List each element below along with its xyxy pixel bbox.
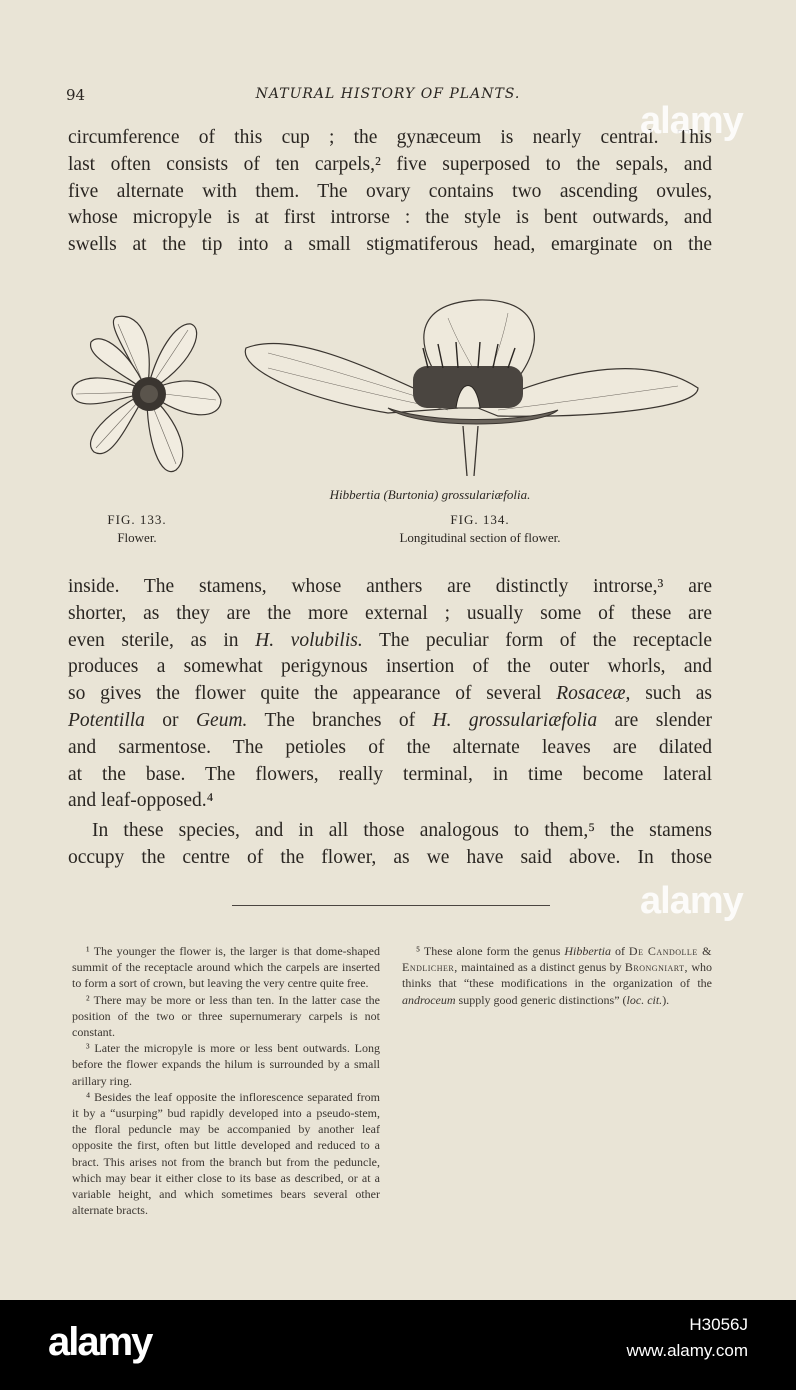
fig-134-label: FIG. 134. bbox=[450, 512, 510, 527]
text-line: so gives the flower quite the appearance of several Rosaceæ, such as bbox=[68, 683, 712, 705]
text-line: whose micropyle is at first introrse : the style is bent outwards, and bbox=[68, 207, 712, 229]
paragraph-3 bbox=[68, 818, 712, 872]
longitudinal-section-fig-134 bbox=[238, 298, 704, 478]
text-line: circumference of this cup ; the gynæceum is nearly central. This bbox=[68, 127, 712, 148]
text-line: In these species, and in all those analogous to them,⁵ the stamens bbox=[92, 820, 712, 841]
footnotes-column-1 bbox=[72, 943, 380, 1218]
site-url: www.alamy.com bbox=[626, 1341, 748, 1360]
text-line: shorter, as they are the more external ; usually some of these are bbox=[68, 602, 712, 624]
text-line: and leaf-opposed.⁴ bbox=[68, 790, 214, 812]
text-line: Potentilla or Geum. The branches of H. grossulariæfolia are slender bbox=[68, 709, 712, 731]
text-line: produces a somewhat perigynous insertion of the outer whorls, and bbox=[68, 656, 712, 678]
text-line: at the base. The flowers, really terminal, in time become lateral bbox=[68, 763, 712, 785]
image-id: H3056J bbox=[689, 1315, 748, 1334]
fig-133-label: FIG. 133. bbox=[107, 512, 167, 527]
fig-133-description: Flower. bbox=[117, 530, 157, 545]
flower-illustration-fig-133 bbox=[66, 312, 228, 482]
paragraph-2 bbox=[68, 574, 712, 815]
figure-caption-species: Hibbertia (Burtonia) grossulariæfolia. bbox=[329, 487, 531, 502]
paragraph-1 bbox=[68, 125, 712, 259]
footnotes-column-2 bbox=[402, 943, 712, 1008]
text-line: swells at the tip into a small stigmatiferous head, emarginate on the bbox=[68, 234, 712, 256]
footnote-5: ⁵ These alone form the genus Hibbertia of De Candolle & Endlicher, maintained as a distinct genus by Brongniart, who thinks that “these modifications in the organization of the androceum supply good generic distinctions” (loc. cit.). bbox=[402, 944, 713, 1007]
footnote-2: ² There may be more or less than ten. In the latter case the position of the two or three supernumerary carpels is not constant. bbox=[72, 992, 380, 1040]
text-line: last often consists of ten carpels,² five superposed to the sepals, and bbox=[68, 153, 712, 175]
alamy-logo: alamy bbox=[48, 1320, 152, 1364]
page-header bbox=[66, 86, 710, 108]
watermark-logo: alamy bbox=[640, 880, 743, 922]
footnote-1: ¹ The younger the flower is, the larger is that dome-shaped summit of the receptacle around which the carpels are inserted to form a sort of crown, but leaving the very centre quite free. bbox=[72, 944, 380, 991]
text-line: and sarmentose. The petioles of the alternate leaves are dilated bbox=[68, 736, 712, 758]
footnote-divider bbox=[232, 905, 550, 906]
running-title: NATURAL HISTORY OF PLANTS. bbox=[255, 86, 521, 102]
page-number: 94 bbox=[66, 86, 86, 104]
footnote-4: ⁴ Besides the leaf opposite the inflorescence separated from it by a “usurping” bud rapidly developed into a pseudo-stem, the floral peduncle may be accompanied by another leaf opposite the first, often but little developed and reduced to a bract. This arises not from the branch but from the peduncle, which may bear it either close to its base as described, or at a variable height, and which sometimes bears several other alternate bracts. bbox=[72, 1089, 380, 1218]
image-info bbox=[626, 1312, 748, 1364]
watermark-logo: alamy bbox=[640, 100, 743, 142]
stock-photo-footer bbox=[0, 1300, 796, 1390]
text-line: inside. The stamens, whose anthers are distinctly introrse,³ are bbox=[68, 576, 712, 597]
text-line: occupy the centre of the flower, as we have said above. In those bbox=[68, 846, 712, 868]
text-line: five alternate with them. The ovary contains two ascending ovules, bbox=[68, 180, 712, 202]
fig-134-description: Longitudinal section of flower. bbox=[399, 530, 561, 545]
text-line: even sterile, as in H. volubilis. The peculiar form of the receptacle bbox=[68, 629, 712, 651]
footnote-3: ³ Later the micropyle is more or less bent outwards. Long before the flower expands the hilum is surrounded by a small arillary ring. bbox=[72, 1041, 380, 1088]
